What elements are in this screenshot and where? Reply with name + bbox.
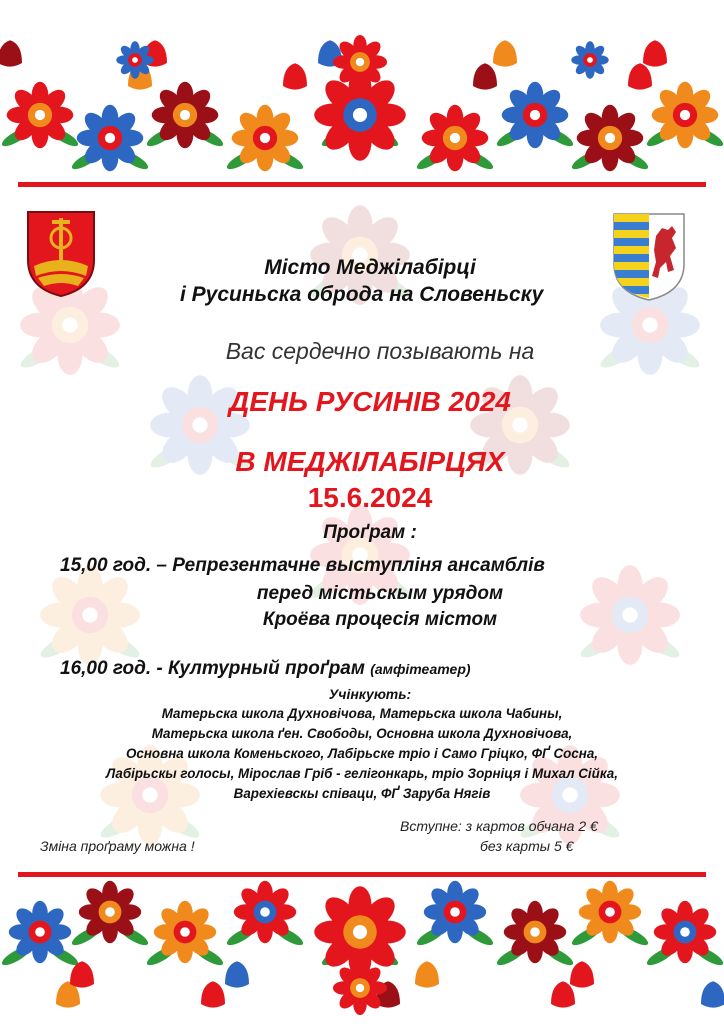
event-title: ДЕНЬ РУСИНІВ 2024 [229,386,511,417]
flower-ornament [234,881,296,943]
participants-line: Варехіевскы співаци, ФҐ Заруба Нягів [233,786,491,801]
event-location: В МЕДЖІЛАБІРЦЯХ [235,446,505,477]
program-item-2-venue: (амфітеатер) [370,661,471,677]
tulip-ornament [701,981,724,1007]
flower-ornament [577,105,644,172]
participants-line: Матерьска школа Духновічова, Матерьска школа Чабины, [161,706,563,721]
flower-ornament [502,82,569,149]
tulip-ornament [493,40,517,66]
program-item-1-line-3: Кроёва процесія містом [262,609,498,630]
flower-ornament [9,901,71,963]
tulip-ornament [283,63,307,89]
tulip-ornament [551,981,575,1007]
tulip-ornament [643,40,667,66]
tulip-ornament [201,981,225,1007]
tulip-ornament [473,63,497,89]
faint-flower-ornament [580,565,680,665]
tulip-ornament [70,961,94,987]
admission-fee-without-card: без карты 5 € [480,838,574,854]
participants-line: Основна школа Коменьского, Лабірьске тріо і Само Гріцко, ФҐ Сосна, [125,746,598,761]
event-date: 15.6.2024 [307,482,433,513]
tulip-ornament [225,961,249,987]
program-item-1-line-2: перед містьскым урядом [256,583,504,604]
flower-ornament [654,901,716,963]
flower-ornament [79,881,141,943]
program-item-1: 15,00 год. – Репрезентачне выступліня ансамблів [60,555,545,576]
flower-ornament [652,82,719,149]
medzilaborce-coat-of-arms [26,210,96,298]
tulip-ornament [415,961,439,987]
tulip-ornament [628,63,652,89]
program-item-2-text: 16,00 год. - Културный проґрам [60,658,365,679]
tulip-ornament [570,961,594,987]
flower-ornament [579,881,641,943]
flower-ornament [154,901,216,963]
flower-ornament [7,82,74,149]
flower-ornament [152,82,219,149]
bottom-embroidery-ornament [0,870,724,1024]
program-change-note: Зміна проґраму можна ! [40,838,195,854]
flower-ornament [77,105,144,172]
flower-ornament [504,901,566,963]
flower-ornament [232,105,299,172]
participants-list [20,704,704,804]
flower-ornament [571,41,608,78]
city-name: Місто Меджілабірці [264,256,476,279]
program-heading: Проґрам : [323,522,417,543]
flower-ornament [424,881,486,943]
program-item-2 [60,658,620,680]
top-embroidery-ornament [0,0,724,195]
participants-line: Матерьска школа ґен. Свободы, Основна школа Духновічова, [151,726,573,741]
organization-name: і Русиньска оброда на Словеньску [180,283,544,306]
participants-heading: Учінкують: [328,686,412,702]
admission-fee-with-card: Вступне: з картов обчана 2 € [400,818,598,834]
flower-ornament [333,35,387,89]
flower-ornament [422,105,489,172]
flower-ornament [116,41,153,78]
invitation-text: Вас сердечно позывають на [225,338,535,364]
flower-ornament [333,961,387,1015]
participants-line: Лабірьскы голосы, Мірослав Гріб - гелігонкарь, тріо Зорніця і Михал Сійка, [106,766,618,781]
tulip-ornament [0,40,22,66]
top-red-border [18,182,706,187]
faint-flower-ornament [40,565,140,665]
